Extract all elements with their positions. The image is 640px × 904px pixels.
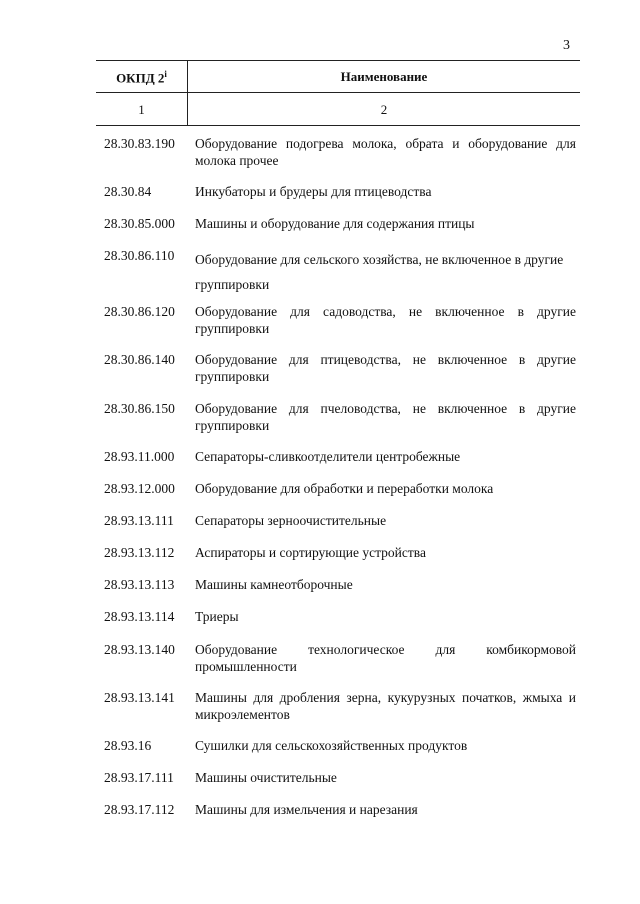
column-number-2: 2 [380, 102, 388, 117]
okpd-code: 28.93.13.113 [104, 577, 175, 592]
item-name: Оборудование для сельского хозяйства, не включенное в другие группировки [195, 252, 564, 292]
item-name: Машины очистительные [195, 770, 337, 785]
header-name: Наименование [340, 69, 428, 84]
okpd-code: 28.93.13.140 [104, 642, 175, 657]
okpd-code: 28.93.13.114 [104, 609, 175, 624]
okpd-code: 28.30.86.110 [104, 248, 175, 263]
header-divider [96, 92, 580, 93]
okpd-code: 28.30.86.150 [104, 401, 175, 416]
header-okpd-label: ОКПД 2 [116, 70, 165, 86]
okpd-code: 28.93.12.000 [104, 481, 175, 496]
okpd-code: 28.93.13.112 [104, 545, 175, 560]
page-number: 3 [563, 38, 570, 53]
item-name: Оборудование для обработки и переработки молока [195, 481, 494, 496]
item-name: Оборудование технологическое для комбикормовой промышленности [195, 642, 576, 674]
item-name: Машины для измельчения и нарезания [195, 802, 418, 817]
header-okpd [96, 69, 187, 86]
okpd-code: 28.30.85.000 [104, 216, 175, 231]
item-name: Машины и оборудование для содержания птицы [195, 216, 475, 231]
okpd-code: 28.93.13.141 [104, 690, 175, 705]
okpd-code: 28.93.17.112 [104, 802, 175, 817]
item-name: Оборудование подогрева молока, обрата и оборудование для молока прочее [195, 136, 576, 168]
okpd-code: 28.93.17.111 [104, 770, 174, 785]
table-header [96, 60, 580, 126]
item-name: Сепараторы зерноочистительные [195, 513, 387, 528]
okpd-code: 28.30.86.140 [104, 352, 175, 367]
header-okpd-footnote-mark: i [164, 69, 167, 79]
okpd-code: 28.30.84 [104, 184, 152, 199]
okpd-code: 28.30.83.190 [104, 136, 175, 151]
item-name: Сепараторы-сливкоотделители центробежные [195, 449, 461, 464]
column-number-1: 1 [138, 102, 145, 117]
okpd-code: 28.93.13.111 [104, 513, 174, 528]
item-name: Триеры [195, 609, 239, 624]
okpd-code: 28.93.16 [104, 738, 152, 753]
item-name: Оборудование для пчеловодства, не включенное в другие группировки [195, 401, 576, 433]
okpd-code: 28.93.11.000 [104, 449, 175, 464]
item-name: Машины для дробления зерна, кукурузных початков, жмыха и микроэлементов [195, 690, 576, 722]
okpd-code: 28.30.86.120 [104, 304, 175, 319]
item-name: Инкубаторы и брудеры для птицеводства [195, 184, 432, 199]
item-name: Оборудование для садоводства, не включенное в другие группировки [195, 304, 576, 336]
item-name: Оборудование для птицеводства, не включенное в другие группировки [195, 352, 576, 384]
item-name: Аспираторы и сортирующие устройства [195, 545, 426, 560]
item-name: Сушилки для сельскохозяйственных продуктов [195, 738, 468, 753]
item-name: Машины камнеотборочные [195, 577, 353, 592]
